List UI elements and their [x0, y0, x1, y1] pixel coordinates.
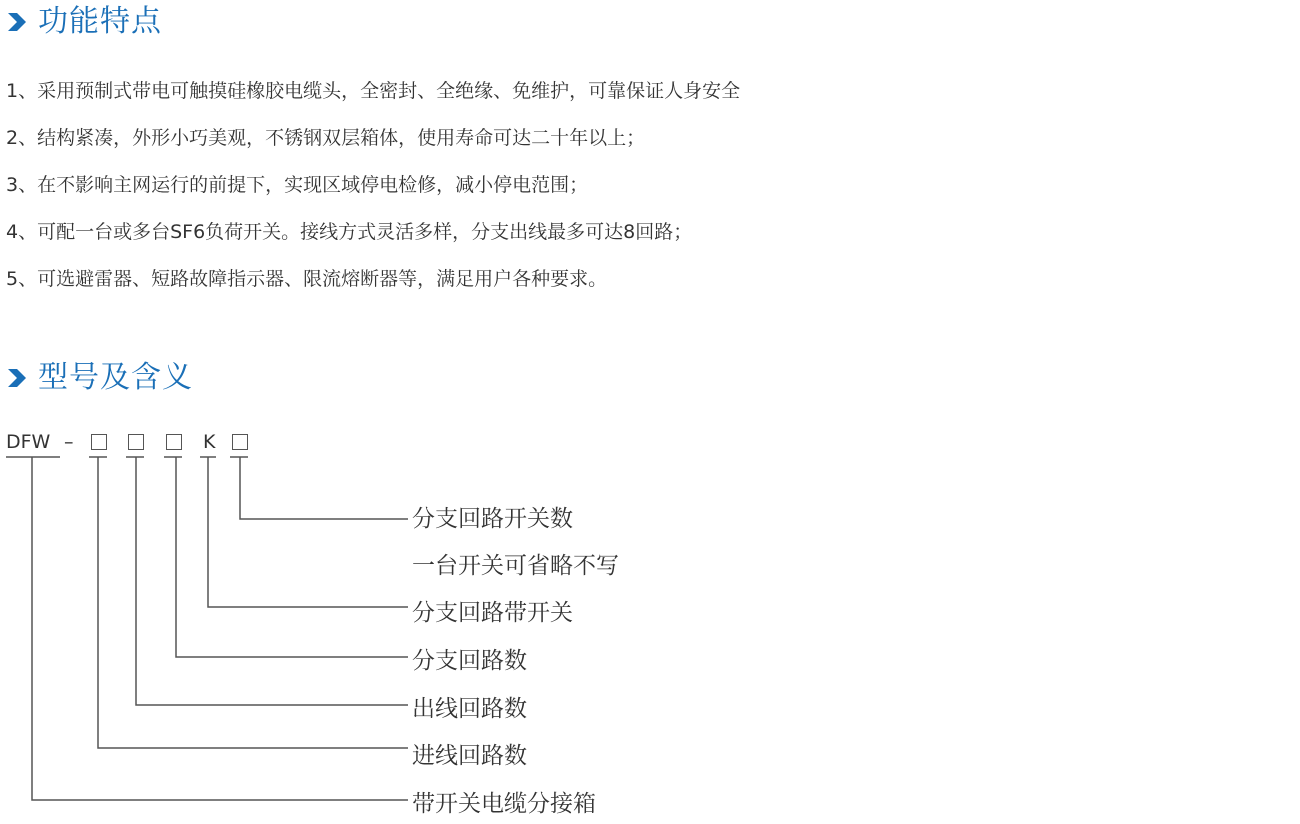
feature-item-3: 3、在不影响主网运行的前提下，实现区域停电检修，减小停电范围； [6, 174, 589, 196]
meaning-branch-with-switch: 分支回路带开关 [412, 600, 573, 626]
features-title: 功能特点 [38, 4, 162, 39]
meaning-incoming-count: 进线回路数 [412, 743, 527, 769]
meaning-outgoing-count: 出线回路数 [412, 696, 527, 722]
feature-item-1: 1、采用预制式带电可触摸硅橡胶电缆头，全密封、全绝缘、免维护，可靠保证人身安全 [6, 80, 741, 102]
connector-outgoing [136, 457, 408, 705]
code-dash: – [64, 431, 74, 453]
meaning-switch-count: 分支回路开关数 [412, 506, 573, 532]
feature-item-4: 4、可配一台或多台SF6负荷开关。接线方式灵活多样，分支出线最多可达8回路； [6, 221, 693, 243]
connector-k [208, 457, 408, 607]
connector-switch-count [240, 457, 408, 519]
meaning-branch-count: 分支回路数 [412, 648, 527, 674]
meaning-product-type: 带开关电缆分接箱 [412, 791, 596, 817]
feature-item-5: 5、可选避雷器、短路故障指示器、限流熔断器等，满足用户各种要求。 [6, 268, 608, 290]
connector-branch [176, 457, 408, 657]
code-letter-k: K [203, 431, 216, 453]
meaning-single-omit: 一台开关可省略不写 [412, 553, 619, 579]
code-prefix: DFW [6, 431, 51, 453]
feature-item-2: 2、结构紧凑，外形小巧美观，不锈钢双层箱体，使用寿命可达二十年以上； [6, 127, 646, 149]
model-title: 型号及含义 [38, 360, 193, 395]
